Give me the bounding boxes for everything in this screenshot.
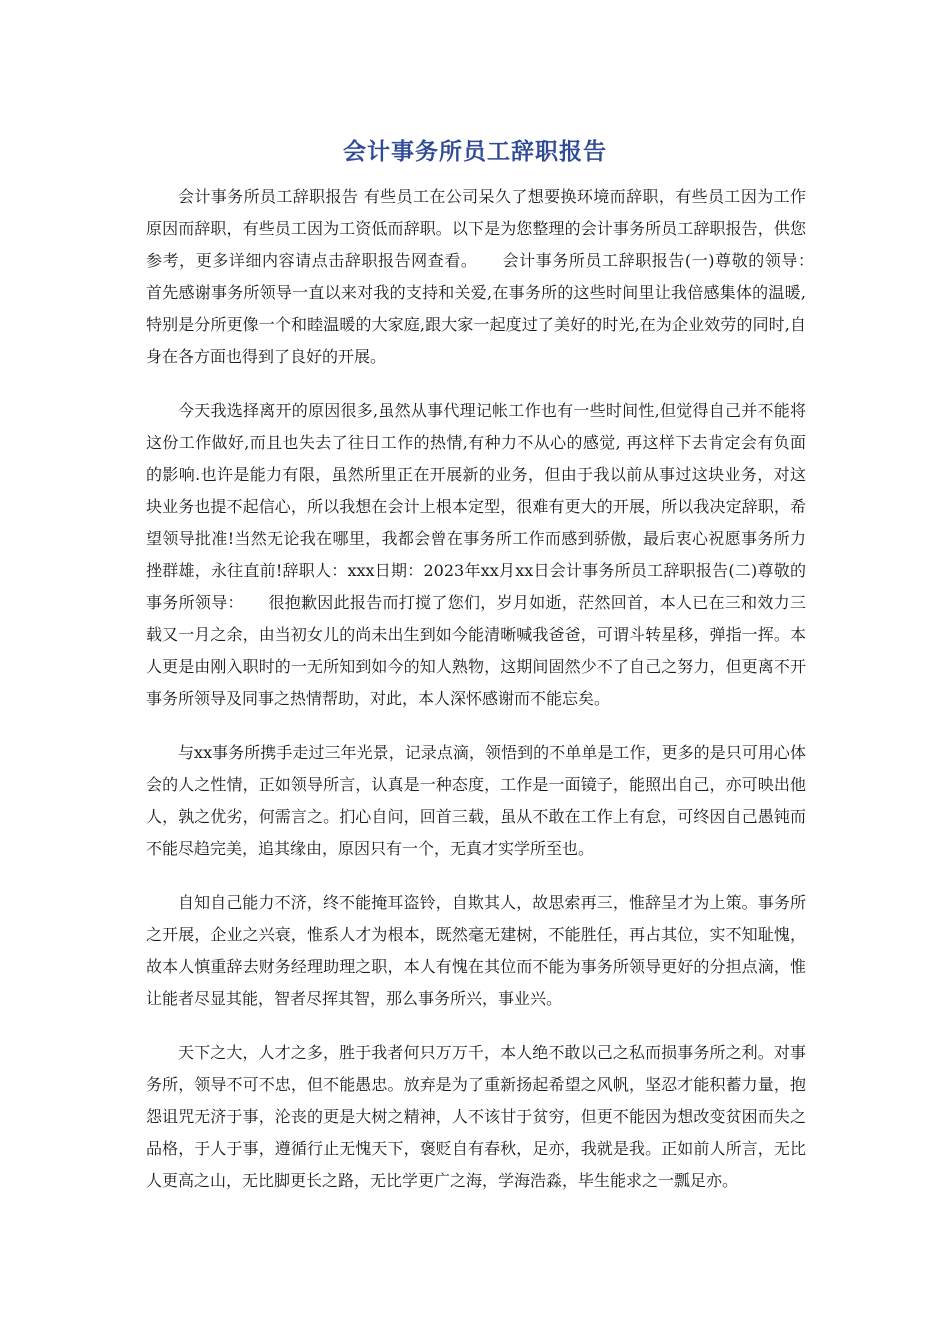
paragraph-2: 今天我选择离开的原因很多,虽然从事代理记帐工作也有一些时间性,但觉得自己并不能将这份工作做好,而且也失去了往日工作的热情,有种力不从心的感觉, 再这样下去肯定会有负面的影响.也许是能力有限，虽然所里正在开展新的业务，但由于我以前从事过这块业务，对这块业务也提不起信心，所以我想在会计上根本定型，很难有更大的开展，所以我决定辞职，希望领导批准!当然无论我在哪里，我都会曾在事务所工作而感到骄傲，最后衷心祝愿事务所力挫群雄，永往直前!辞职人：xxx日期：2023年xx月xx日会计事务所员工辞职报告(二)尊敬的事务所领导： 很抱歉因此报告而打搅了您们，岁月如逝，茫然回首，本人已在三和效力三载又一月之余，由当初女儿的尚未出生到如今能清晰喊我爸爸，可谓斗转星移，弹指一挥。本人更是由刚入职时的一无所知到如今的知人熟物，这期间固然少不了自己之努力，但更离不开事务所领导及同事之热情帮助，对此，本人深怀感谢而不能忘矣。 [146, 401, 806, 708]
paragraph-1: 会计事务所员工辞职报告 有些员工在公司呆久了想要换环境而辞职，有些员工因为工作原因而辞职，有些员工因为工资低而辞职。以下是为您整理的会计事务所员工辞职报告，供您参考，更多详细内容请点击辞职报告网查看。 会计事务所员工辞职报告(一)尊敬的领导： 首先感谢事务所领导一直以来对我的支持和关爱,在事务所的这些时间里让我倍感集体的温暖,特别是分所更像一个和睦温暖的大家庭,跟大家一起度过了美好的时光,在为企业效劳的同时,自身在各方面也得到了良好的开展。 [146, 187, 839, 366]
page-title: 会计事务所员工辞职报告 [343, 139, 607, 165]
paragraph-3: 与xx事务所携手走过三年光景，记录点滴，领悟到的不单单是工作，更多的是只可用心体会的人之性情，正如领导所言，认真是一种态度，工作是一面镜子，能照出自己，亦可映出他人，孰之优劣，何需言之。扪心自问，回首三载，虽从不敢在工作上有怠，可终因自己愚钝而不能尽趋完美，追其缘由，原因只有一个，无真才实学所至也。 [146, 743, 806, 858]
document-body [146, 181, 839, 1219]
paragraph-5: 天下之大，人才之多，胜于我者何只万万千，本人绝不敢以己之私而损事务所之利。对事务所，领导不可不忠，但不能愚忠。放弃是为了重新扬起希望之风帆，坚忍才能积蓄力量，抱怨诅咒无济于事，沦丧的更是大树之精神，人不该甘于贫穷，但更不能因为想改变贫困而失之品格，于人于事，遵循行止无愧天下，褒贬自有春秋，足亦，我就是我。正如前人所言，无比人更高之山，无比脚更长之路，无比学更广之海，学海浩淼，毕生能求之一瓢足亦。 [146, 1043, 806, 1190]
paragraph-4: 自知自己能力不济，终不能掩耳盗铃，自欺其人，故思索再三，惟辞呈才为上策。事务所之开展，企业之兴衰，惟系人才为根本，既然毫无建树，不能胜任，再占其位，实不知耻愧，故本人慎重辞去财务经理助理之职，本人有愧在其位而不能为事务所领导更好的分担点滴，惟让能者尽显其能，智者尽挥其智，那么事务所兴，事业兴。 [146, 893, 806, 1008]
